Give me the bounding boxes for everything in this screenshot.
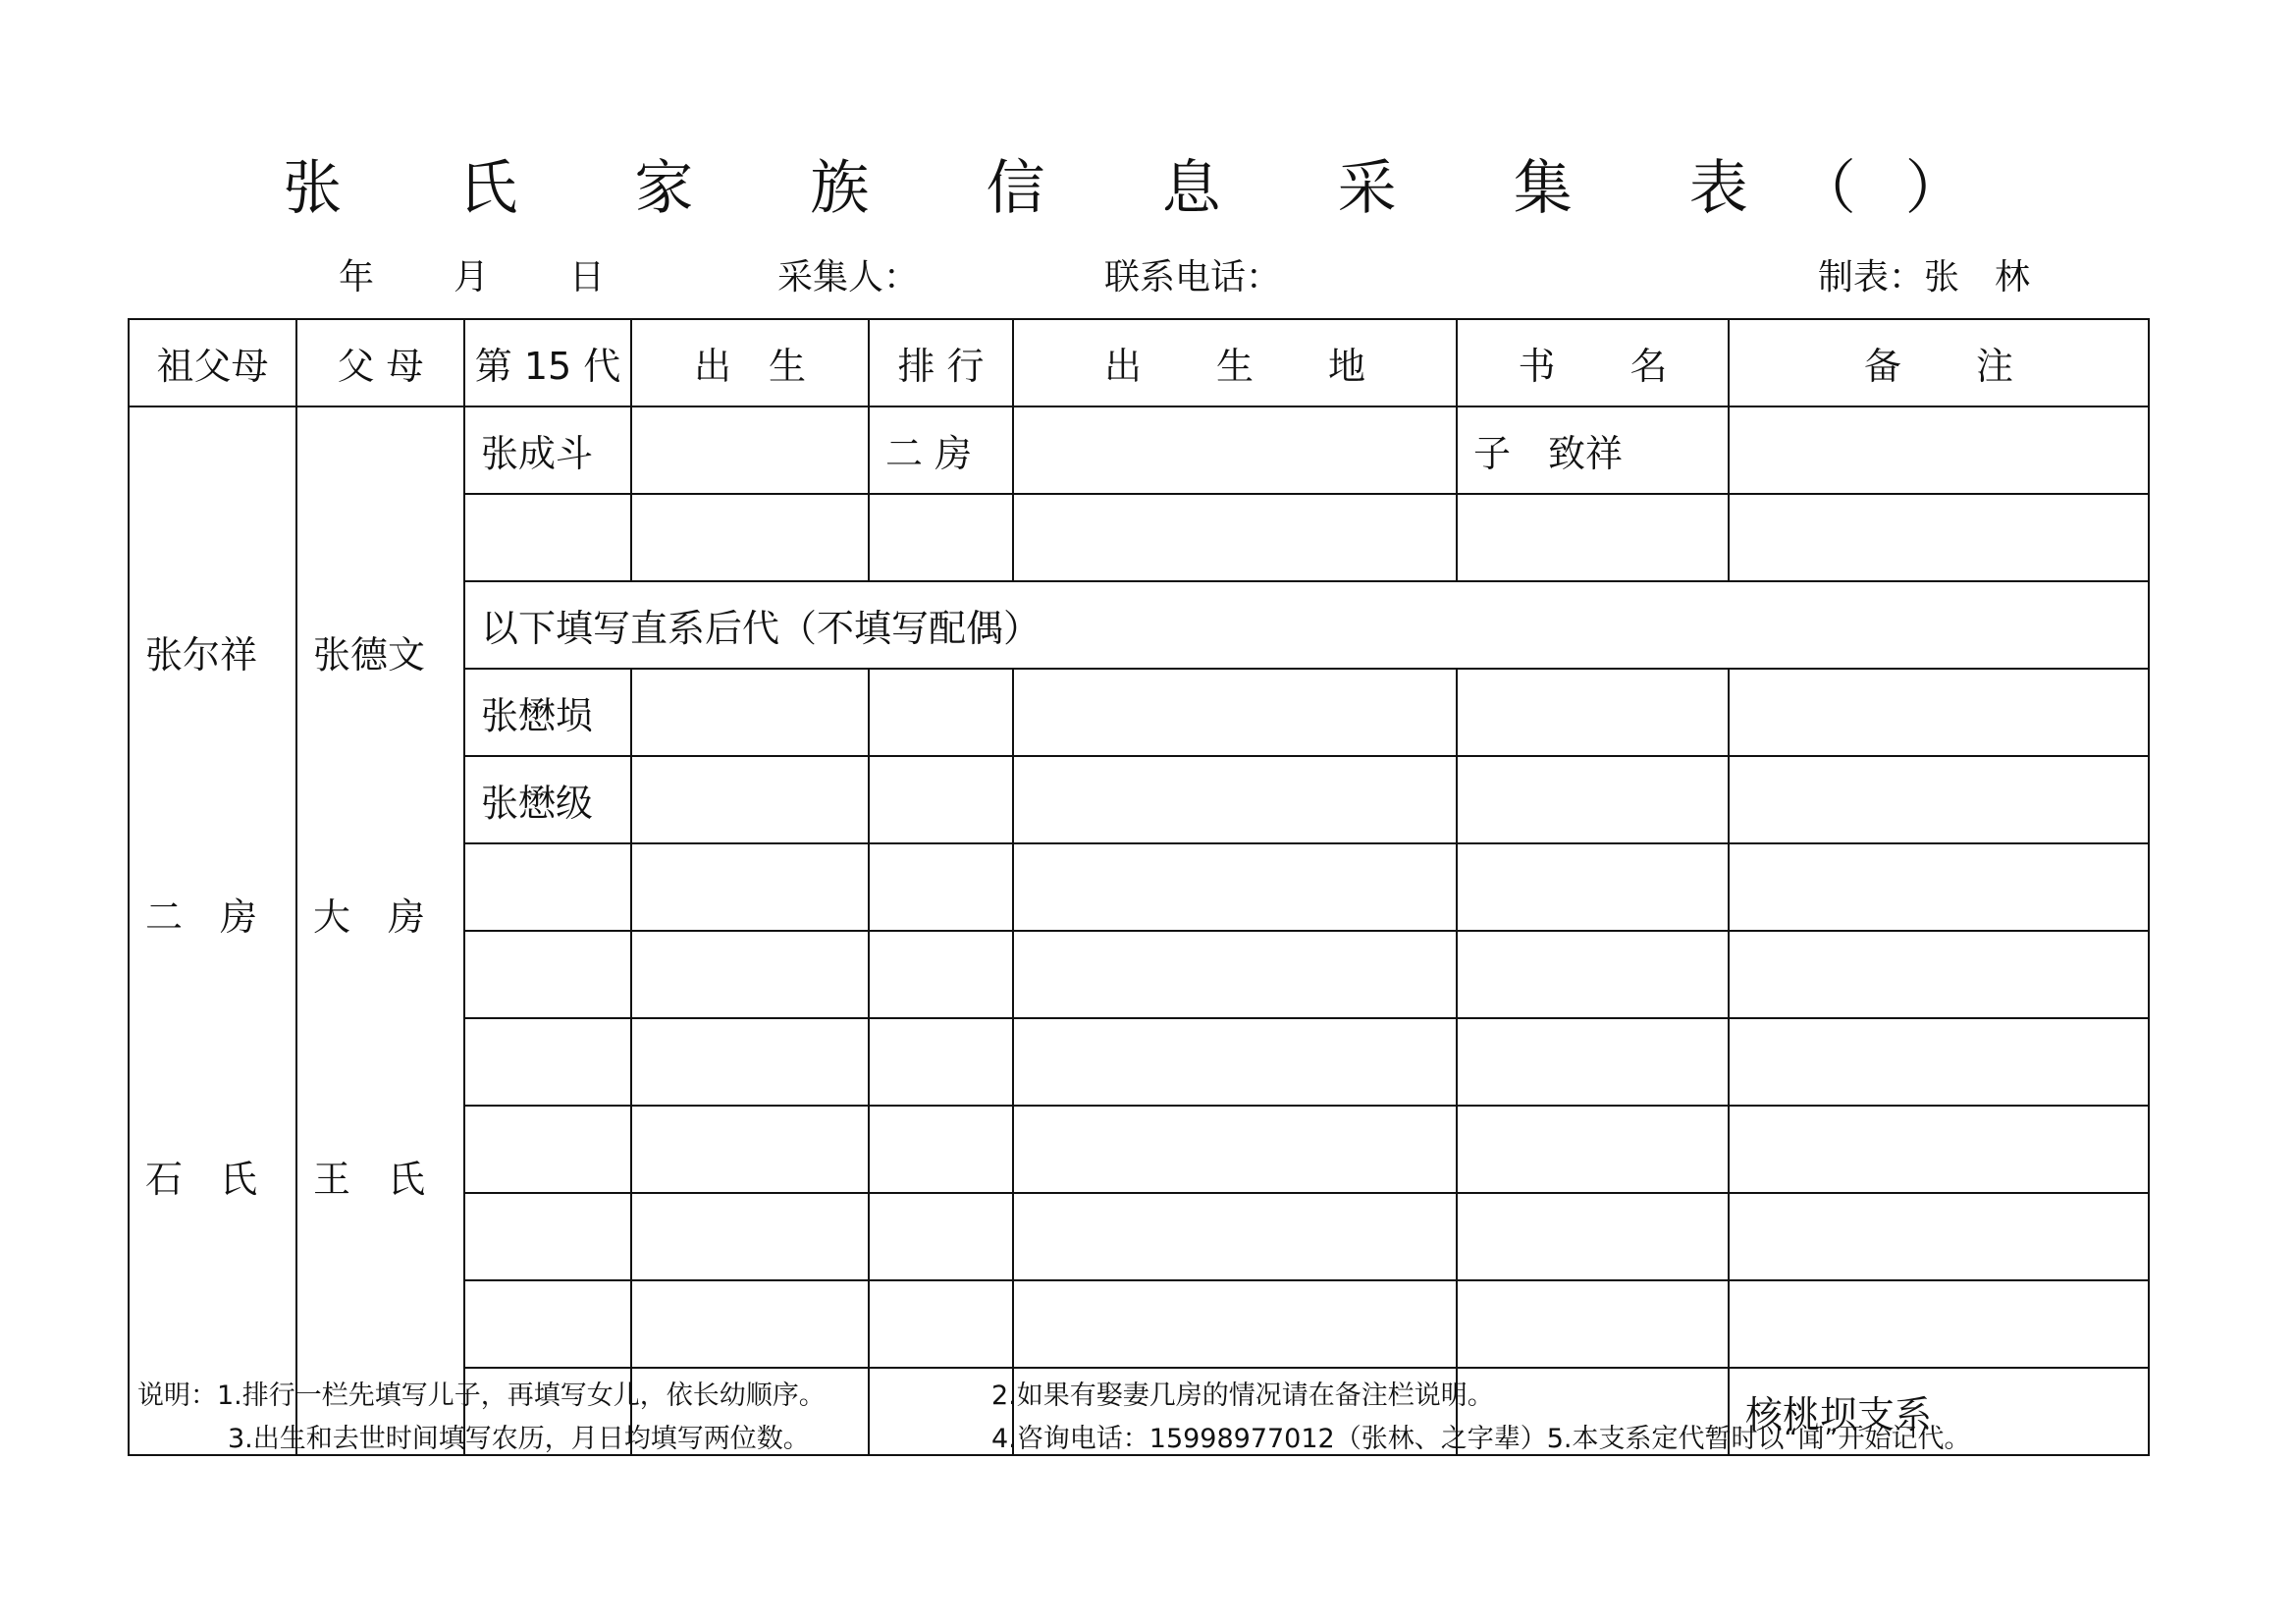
header-rank: 排 行 <box>869 319 1013 406</box>
form-title: 张 氏 家 族 信 息 采 集 表（） <box>283 154 2013 223</box>
parent-cell[interactable] <box>296 406 464 1455</box>
remarks-cell[interactable] <box>1729 1280 2149 1368</box>
header-row <box>129 319 2149 406</box>
remarks-cell[interactable] <box>1729 931 2149 1018</box>
remarks-cell[interactable] <box>1729 1106 2149 1193</box>
birth-cell[interactable] <box>631 1018 869 1106</box>
rank-cell[interactable] <box>869 1106 1013 1193</box>
grandparent-cell[interactable] <box>129 406 296 1455</box>
birth-cell[interactable] <box>631 1280 869 1368</box>
birth-cell[interactable] <box>631 494 869 581</box>
birthplace-cell[interactable] <box>1013 1280 1457 1368</box>
remarks-cell[interactable] <box>1729 756 2149 843</box>
descendant-name-cell[interactable] <box>464 1106 631 1193</box>
descendant-name-cell[interactable] <box>464 1280 631 1368</box>
date-month-label: 月 <box>454 257 490 298</box>
rank-cell[interactable] <box>869 756 1013 843</box>
descendant-name-cell[interactable]: 张懋级 <box>464 756 631 843</box>
note-3: 3.出生和去世时间填写农历，月日均填写两位数。 <box>228 1424 810 1454</box>
birth-cell[interactable] <box>631 1193 869 1280</box>
rank-cell[interactable] <box>869 1018 1013 1106</box>
remarks-cell[interactable] <box>1729 1193 2149 1280</box>
book-name-cell[interactable] <box>1457 669 1729 756</box>
collector-label: 采集人： <box>777 257 920 298</box>
branch-label: 核桃坝支系 <box>1729 1368 2149 1455</box>
date-day-label: 日 <box>569 257 606 298</box>
family-info-table <box>128 318 2150 1456</box>
birthplace-cell[interactable] <box>1013 1018 1457 1106</box>
generation-name-cell[interactable] <box>464 494 631 581</box>
notes-label: 说明： <box>137 1380 217 1411</box>
birth-cell[interactable] <box>631 843 869 931</box>
remarks-cell[interactable] <box>1729 494 2149 581</box>
header-parents: 父 母 <box>296 319 464 406</box>
header-remarks: 备 注 <box>1729 319 2149 406</box>
birthplace-cell[interactable] <box>1013 843 1457 931</box>
descendant-name-cell[interactable] <box>464 843 631 931</box>
birthplace-cell[interactable] <box>1013 756 1457 843</box>
remarks-cell[interactable] <box>1729 406 2149 494</box>
rank-cell[interactable] <box>869 931 1013 1018</box>
birthplace-cell[interactable] <box>1013 494 1457 581</box>
rank-cell[interactable] <box>869 1193 1013 1280</box>
rank-cell[interactable]: 二 房 <box>869 406 1013 494</box>
grandparent-house: 二 房 <box>145 894 258 939</box>
parent-name: 张德文 <box>313 632 426 677</box>
parent-house: 大 房 <box>313 894 426 939</box>
book-name-cell[interactable]: 子 致祥 <box>1457 406 1729 494</box>
generation-name-cell[interactable]: 张成斗 <box>464 406 631 494</box>
remarks-cell[interactable] <box>1729 1018 2149 1106</box>
descendant-name-cell[interactable] <box>464 1193 631 1280</box>
book-name-cell[interactable] <box>1457 1280 1729 1368</box>
header-birth: 出 生 <box>631 319 869 406</box>
remarks-cell[interactable] <box>1729 843 2149 931</box>
grandparent-spouse: 石 氏 <box>145 1157 258 1201</box>
header-birthplace: 出 生 地 <box>1013 319 1457 406</box>
book-name-cell[interactable] <box>1457 756 1729 843</box>
parent-spouse: 王 氏 <box>313 1157 426 1201</box>
birth-cell[interactable] <box>631 756 869 843</box>
rank-cell[interactable] <box>869 494 1013 581</box>
book-name-cell[interactable] <box>1457 1018 1729 1106</box>
birthplace-cell[interactable] <box>1013 669 1457 756</box>
birthplace-cell[interactable] <box>1013 406 1457 494</box>
descendant-name-cell[interactable] <box>464 931 631 1018</box>
note-1: 1.排行一栏先填写儿子，再填写女儿，依长幼顺序。 <box>217 1380 826 1411</box>
header-grandparents: 祖父母 <box>129 319 296 406</box>
book-name-cell[interactable] <box>1457 494 1729 581</box>
birth-cell[interactable] <box>631 406 869 494</box>
notes-line-1 <box>137 1375 826 1418</box>
rank-cell[interactable] <box>869 669 1013 756</box>
birthplace-cell[interactable] <box>1013 931 1457 1018</box>
table-row <box>129 406 2149 494</box>
birthplace-cell[interactable] <box>1013 1193 1457 1280</box>
descendant-name-cell[interactable] <box>464 1018 631 1106</box>
header-generation: 第 15 代 <box>464 319 631 406</box>
rank-cell[interactable] <box>869 1280 1013 1368</box>
book-name-cell[interactable] <box>1457 843 1729 931</box>
birth-cell[interactable] <box>631 1106 869 1193</box>
book-name-cell[interactable] <box>1457 1106 1729 1193</box>
maker-label: 制表：张 林 <box>1818 257 2031 298</box>
grandparent-name: 张尔祥 <box>145 632 258 677</box>
remarks-cell[interactable] <box>1729 669 2149 756</box>
birth-cell[interactable] <box>631 669 869 756</box>
book-name-cell[interactable] <box>1457 931 1729 1018</box>
book-name-cell[interactable] <box>1457 1193 1729 1280</box>
descendant-name-cell[interactable]: 张懋埙 <box>464 669 631 756</box>
note-4: 4.咨询电话：15998977012（张林、之字辈）5.本支系定代暂时以“闻”开始记代。 <box>991 1424 1971 1454</box>
date-year-label: 年 <box>339 257 375 298</box>
birth-cell[interactable] <box>631 931 869 1018</box>
birthplace-cell[interactable] <box>1013 1106 1457 1193</box>
descendants-note: 以下填写直系后代（不填写配偶） <box>464 581 2149 669</box>
header-book-name: 书 名 <box>1457 319 1729 406</box>
rank-cell[interactable] <box>869 843 1013 931</box>
note-2: 2.如果有娶妻几房的情况请在备注栏说明。 <box>991 1380 1494 1411</box>
phone-label: 联系电话： <box>1104 257 1282 298</box>
